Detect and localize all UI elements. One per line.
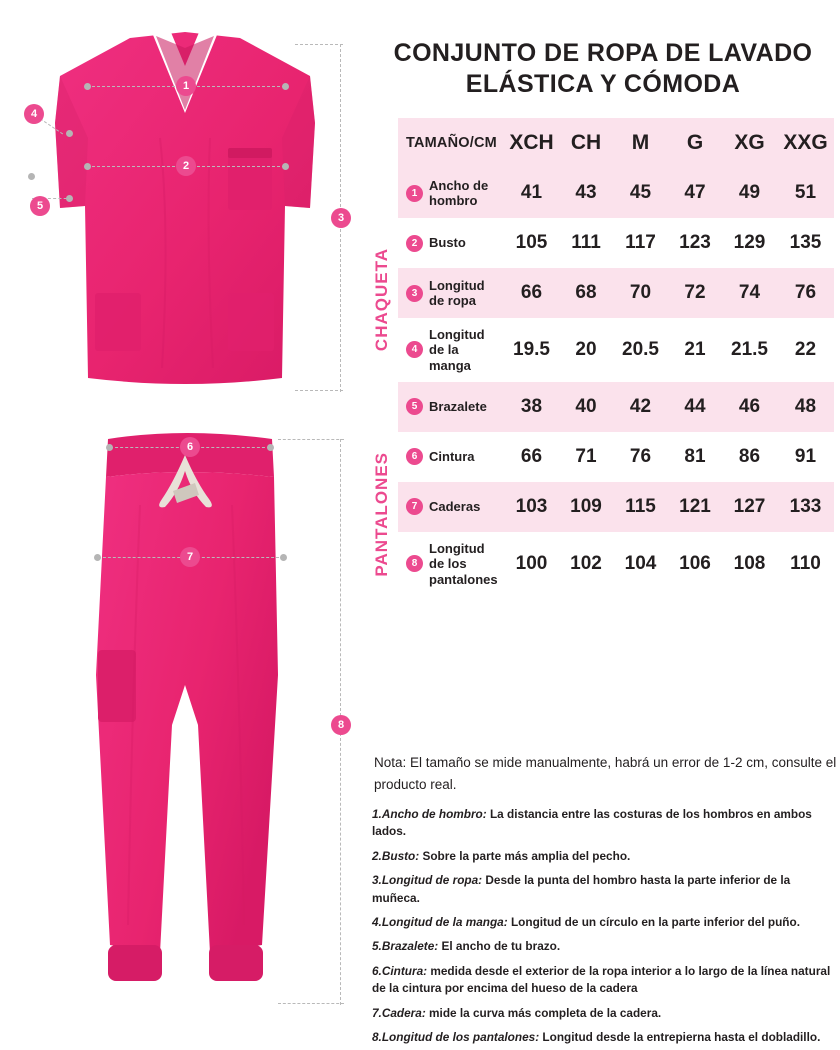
cell-value: 44	[668, 382, 722, 432]
cell-value: 135	[777, 218, 834, 268]
cell-value: 104	[613, 532, 668, 596]
note-main: Nota: El tamaño se mide manualmente, habrá un error de 1-2 cm, consulte el producto real.	[374, 755, 837, 792]
measure-label: Longitud de los pantalones	[429, 540, 498, 587]
measure-dot	[282, 83, 289, 90]
marker-7: 7	[180, 547, 200, 567]
note-text: medida desde el exterior de la ropa interior a lo largo de la línea natural de la cintura por encima del hueso de la cadera	[372, 963, 831, 996]
note-item	[372, 806, 840, 841]
illustration-column	[0, 0, 366, 1050]
category-pantalones	[372, 432, 398, 596]
note-label: 1.Ancho de hombro:	[372, 806, 487, 821]
cell-value: 106	[668, 532, 722, 596]
cell-value: 21	[668, 318, 722, 382]
cell-value: 123	[668, 218, 722, 268]
cell-value: 66	[504, 432, 559, 482]
cell-value: 71	[559, 432, 613, 482]
header-size-ch: CH	[559, 118, 613, 168]
measure-label: Caderas	[429, 499, 481, 515]
note-item	[372, 938, 840, 955]
measure-label: Ancho de hombro	[429, 177, 489, 208]
cell-value: 47	[668, 168, 722, 218]
note-item	[372, 872, 840, 907]
measure-name-cell	[398, 532, 504, 596]
measure-label: Longitud de la manga	[429, 327, 485, 373]
marker-badge: 5	[406, 398, 423, 415]
header-size-g: G	[668, 118, 722, 168]
table-row	[372, 432, 834, 482]
marker-badge: 3	[406, 285, 423, 302]
cell-value: 86	[722, 432, 777, 482]
cell-value: 46	[722, 382, 777, 432]
measure-name-cell	[398, 382, 504, 432]
header-size-xg: XG	[722, 118, 777, 168]
cell-value: 41	[504, 168, 559, 218]
cell-value: 117	[613, 218, 668, 268]
measure-label: Brazalete	[429, 399, 487, 415]
note-text: La distancia entre las costuras de los hombros en ambos lados.	[372, 806, 812, 839]
cell-value: 129	[722, 218, 777, 268]
cell-value: 111	[559, 218, 613, 268]
note-label: 5.Brazalete:	[372, 939, 439, 954]
table-row	[372, 382, 834, 432]
marker-5: 5	[30, 196, 50, 216]
cell-value: 76	[777, 268, 834, 318]
measure-label: Busto	[429, 235, 466, 251]
note-text: Desde la punta del hombro hasta la parte inferior de la muñeca.	[372, 873, 791, 905]
table-row	[372, 318, 834, 382]
marker-8: 8	[331, 715, 351, 735]
note-label: 2.Busto:	[372, 848, 420, 863]
cell-value: 74	[722, 268, 777, 318]
measure-dot	[94, 554, 101, 561]
cell-value: 91	[777, 432, 834, 482]
marker-badge: 2	[406, 235, 423, 252]
cell-value: 115	[613, 482, 668, 532]
note-text: mide la curva más completa de la cadera.	[425, 1005, 662, 1020]
cell-value: 110	[777, 532, 834, 596]
measure-tick	[295, 44, 343, 45]
notes-section	[372, 752, 840, 1050]
table-row	[372, 482, 834, 532]
measure-dot	[282, 163, 289, 170]
measure-dot	[267, 444, 274, 451]
note-item	[372, 1005, 840, 1022]
measure-dot	[84, 83, 91, 90]
marker-6: 6	[180, 437, 200, 457]
page-title: CONJUNTO DE ROPA DE LAVADO ELÁSTICA Y CÓMODA	[393, 39, 813, 98]
measure-dot	[84, 163, 91, 170]
cell-value: 19.5	[504, 318, 559, 382]
scrub-pants-svg	[10, 425, 360, 1025]
cell-value: 127	[722, 482, 777, 532]
cell-value: 133	[777, 482, 834, 532]
note-label: 6.Cintura:	[372, 963, 428, 978]
cell-value: 81	[668, 432, 722, 482]
note-label: 7.Cadera:	[372, 1005, 426, 1020]
cell-value: 102	[559, 532, 613, 596]
header-measure-name: TAMAÑO/CM	[398, 118, 504, 168]
note-item	[372, 848, 840, 865]
measure-tick	[295, 390, 343, 391]
marker-badge: 7	[406, 498, 423, 515]
note-list	[372, 806, 840, 1047]
table-row	[372, 532, 834, 596]
marker-badge: 8	[406, 555, 423, 572]
measure-name-cell	[398, 268, 504, 318]
cell-value: 20.5	[613, 318, 668, 382]
note-text: Longitud desde la entrepierna hasta el dobladillo.	[539, 1030, 821, 1045]
measure-dot	[106, 444, 113, 451]
measure-tick	[278, 439, 344, 440]
header-size-m: M	[613, 118, 668, 168]
table-row	[372, 218, 834, 268]
table-row	[372, 168, 834, 218]
cell-value: 40	[559, 382, 613, 432]
cell-value: 109	[559, 482, 613, 532]
header-size-xxg: XXG	[777, 118, 834, 168]
note-label: 3.Longitud de ropa:	[372, 873, 483, 888]
cell-value: 45	[613, 168, 668, 218]
note-label: 8.Longitud de los pantalones:	[372, 1030, 540, 1045]
measure-dot	[66, 130, 73, 137]
scrub-pants-illustration	[10, 425, 360, 1025]
category-pantalones-label: PANTALONES	[372, 451, 391, 577]
measure-label: Longitud de ropa	[429, 277, 485, 308]
header-size-xch: XCH	[504, 118, 559, 168]
marker-1: 1	[176, 76, 196, 96]
size-table	[372, 118, 834, 596]
category-chaqueta	[372, 168, 398, 432]
marker-badge: 6	[406, 448, 423, 465]
cell-value: 49	[722, 168, 777, 218]
header-category-spacer	[372, 118, 398, 168]
cell-value: 76	[613, 432, 668, 482]
measure-dot	[280, 554, 287, 561]
content-column	[366, 0, 840, 1050]
measure-name-cell	[398, 318, 504, 382]
note-item	[372, 963, 840, 998]
cell-value: 66	[504, 268, 559, 318]
measure-name-cell	[398, 482, 504, 532]
marker-2: 2	[176, 156, 196, 176]
cell-value: 105	[504, 218, 559, 268]
cell-value: 108	[722, 532, 777, 596]
table-row	[372, 268, 834, 318]
note-text: El ancho de tu brazo.	[438, 939, 561, 954]
table-header-row	[372, 118, 834, 168]
measure-dot	[28, 173, 35, 180]
cell-value: 48	[777, 382, 834, 432]
category-chaqueta-label: CHAQUETA	[372, 248, 391, 352]
cell-value: 42	[613, 382, 668, 432]
note-item	[372, 914, 840, 931]
note-text: Longitud de un círculo en la parte inferior del puño.	[507, 914, 800, 929]
cell-value: 103	[504, 482, 559, 532]
marker-badge: 4	[406, 341, 423, 358]
measure-label: Cintura	[429, 449, 475, 465]
cell-value: 51	[777, 168, 834, 218]
cell-value: 72	[668, 268, 722, 318]
cell-value: 21.5	[722, 318, 777, 382]
cell-value: 38	[504, 382, 559, 432]
cell-value: 68	[559, 268, 613, 318]
cell-value: 121	[668, 482, 722, 532]
cell-value: 20	[559, 318, 613, 382]
scrub-top-illustration	[10, 18, 360, 418]
marker-4: 4	[24, 104, 44, 124]
cell-value: 22	[777, 318, 834, 382]
measure-tick	[278, 1003, 344, 1004]
measure-name-cell	[398, 218, 504, 268]
cell-value: 70	[613, 268, 668, 318]
cell-value: 43	[559, 168, 613, 218]
note-item	[372, 1029, 840, 1046]
measure-dot	[66, 195, 73, 202]
note-label: 4.Longitud de la manga:	[372, 914, 508, 929]
measure-name-cell	[398, 168, 504, 218]
measure-name-cell	[398, 432, 504, 482]
note-text: Sobre la parte más amplia del pecho.	[419, 848, 631, 863]
marker-badge: 1	[406, 185, 423, 202]
cell-value: 100	[504, 532, 559, 596]
marker-3: 3	[331, 208, 351, 228]
